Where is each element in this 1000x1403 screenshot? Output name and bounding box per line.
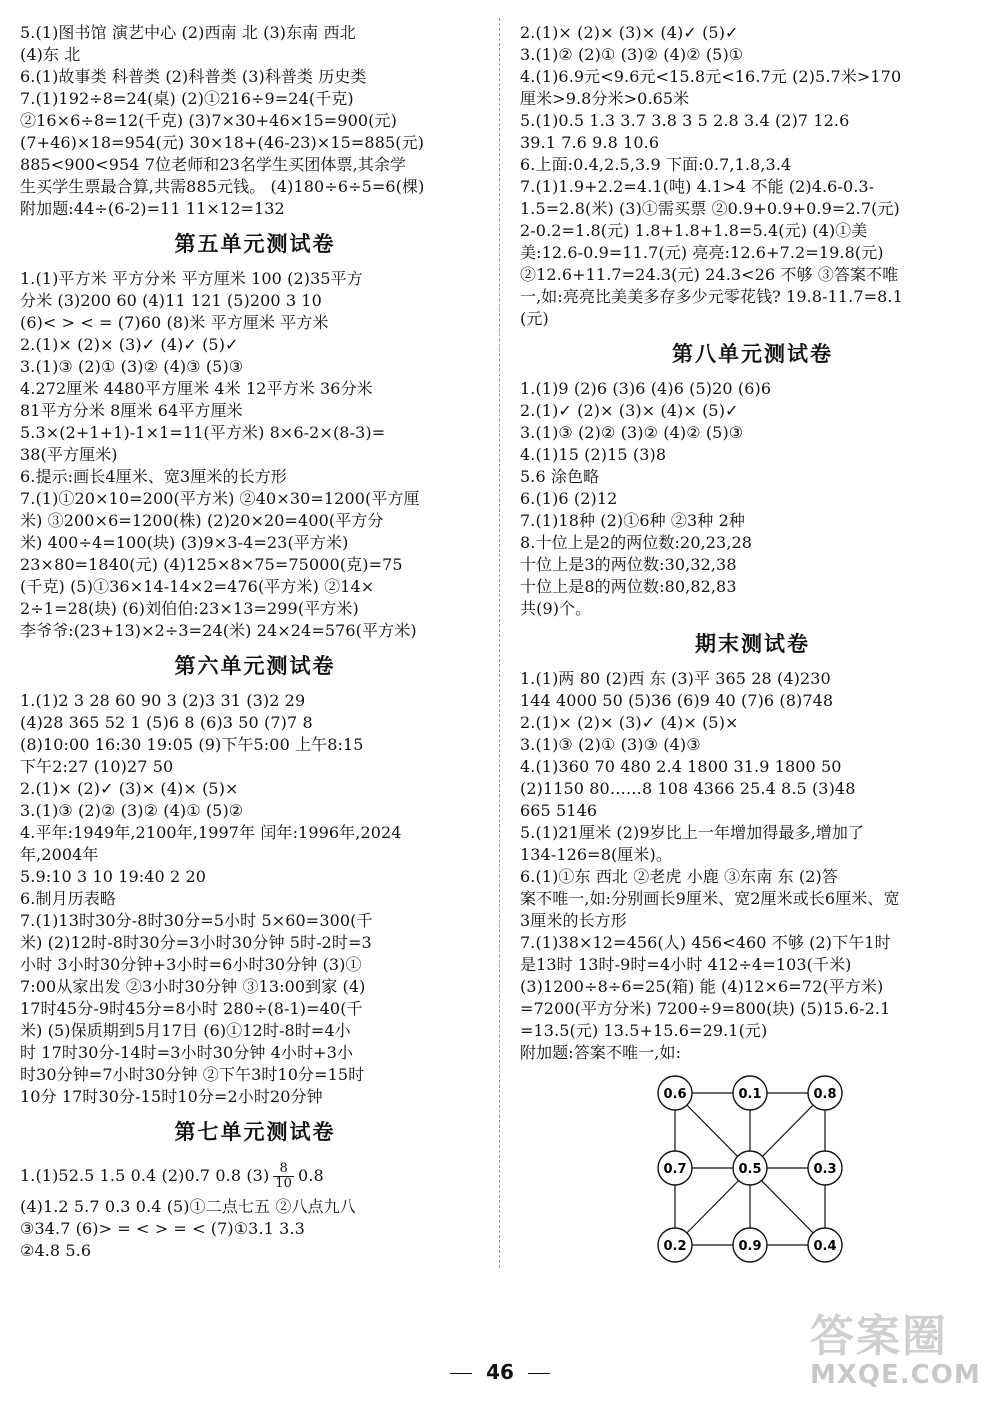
answer-line: 7.(1)1.9+2.2=4.1(吨) 4.1>4 不能 (2)4.6-0.3- <box>520 177 875 196</box>
puzzle-node-value: 0.9 <box>738 1239 762 1254</box>
puzzle-node-value: 0.4 <box>813 1239 837 1254</box>
answer-line: 案不唯一,如:分别画长9厘米、宽2厘米或长6厘米、宽 <box>520 889 900 908</box>
answer-line: (6)< > < = (7)60 (8)米 平方厘米 平方米 <box>20 313 329 332</box>
answer-line: 生买学生票最合算,共需885元钱。 (4)180÷6÷5=6(棵) <box>20 177 425 196</box>
answer-line: 6.制月历表略 <box>20 889 116 908</box>
answer-line: 17时45分-9时45分=8小时 280÷(8-1)=40(千 <box>20 999 363 1018</box>
answer-line: (8)10:00 16:30 19:05 (9)下午5:00 上午8:15 <box>20 735 364 754</box>
answer-line: (元) <box>520 309 549 328</box>
answer-line: 8.十位上是2的两位数:20,23,28 <box>520 533 753 552</box>
section-heading: 第八单元测试卷 <box>672 342 833 366</box>
answer-line: 885<900<954 7位老师和23名学生买团体票,其余学 <box>20 155 407 174</box>
puzzle-node-value: 0.5 <box>738 1162 762 1177</box>
answer-column-right <box>520 22 985 1064</box>
watermark-logo <box>810 1300 990 1395</box>
answer-line: 7.(1)13时30分-8时30分=5小时 5×60=300(千 <box>20 911 373 930</box>
page-number: 46 <box>486 1360 514 1384</box>
answer-line: 6.(1)6 (2)12 <box>520 489 618 508</box>
answer-line: =7200(平方分米) 7200÷9=800(块) (5)15.6-2.1 <box>520 999 891 1018</box>
answer-line: 2.(1)× (2)× (3)× (4)✓ (5)✓ <box>520 23 739 42</box>
answer-line: 4.(1)6.9元<9.6元<15.8元<16.7元 (2)5.7米>170 <box>520 67 902 86</box>
answer-line: 81平方分米 8厘米 64平方厘米 <box>20 401 243 420</box>
answer-line: (千克) (5)①36×14-14×2=476(平方米) ②14× <box>20 577 375 596</box>
answer-line: 6.上面:0.4,2.5,3.9 下面:0.7,1.8,3.4 <box>520 155 792 174</box>
fraction-numerator: 8 <box>273 1162 294 1177</box>
answer-line: (4)1.2 5.7 0.3 0.4 (5)①二点七五 ②八点九八 <box>20 1197 356 1216</box>
answer-line: ②4.8 5.6 <box>20 1241 92 1260</box>
answer-line: 1.(1)9 (2)6 (3)6 (4)6 (5)20 (6)6 <box>520 379 772 398</box>
answer-line: 1.5=2.8(米) (3)①需买票 ②0.9+0.9+0.9=2.7(元) <box>520 199 900 218</box>
answer-line: 3.(1)③ (2)② (3)② (4)② (5)③ <box>520 423 744 442</box>
answer-line: 1.(1)2 3 28 60 90 3 (2)3 31 (3)2 29 <box>20 691 306 710</box>
puzzle-node-value: 0.6 <box>663 1087 687 1102</box>
answer-line: 7.(1)38×12=456(人) 456<460 不够 (2)下午1时 <box>520 933 891 952</box>
answer-line: 5.(1)图书馆 演艺中心 (2)西南 北 (3)东南 西北 <box>20 23 356 42</box>
puzzle-node-value: 0.3 <box>813 1162 837 1177</box>
puzzle-node-value: 0.2 <box>663 1239 687 1254</box>
answer-line: (4)东 北 <box>20 45 81 64</box>
answer-line: 3.(1)③ (2)② (3)② (4)① (5)② <box>20 801 244 820</box>
answer-line: 7.(1)①20×10=200(平方米) ②40×30=1200(平方厘 <box>20 489 420 508</box>
answer-line: 3.(1)③ (2)① (3)② (4)③ (5)③ <box>20 357 244 376</box>
answer-line: 4.平年:1949年,2100年,1997年 闰年:1996年,2024 <box>20 823 402 842</box>
answer-line: 1.(1)两 80 (2)西 东 (3)平 365 28 (4)230 <box>520 669 831 688</box>
answer-line: 米) ③200×6=1200(株) (2)20×20=400(平方分 <box>20 511 384 530</box>
answer-line: 134-126=8(厘米)。 <box>520 845 672 864</box>
answer-line: ③34.7 (6)> = < > = < (7)①3.1 3.3 <box>20 1219 305 1238</box>
column-divider <box>499 18 500 1268</box>
answer-line: 2.(1)× (2)× (3)✓ (4)× (5)× <box>520 713 739 732</box>
answer-line: 米) 400÷4=100(块) (3)9×3-4=23(平方米) <box>20 533 349 552</box>
answer-line: (4)28 365 52 1 (5)6 8 (6)3 50 (7)7 8 <box>20 713 313 732</box>
answer-line: 2÷1=28(块) (6)刘伯伯:23×13=299(平方米) <box>20 599 359 618</box>
answer-line: 7:00从家出发 ②3小时30分钟 ③13:00到家 (4) <box>20 977 366 996</box>
answer-line: 3厘米的长方形 <box>520 911 627 930</box>
answer-line: 下午2:27 (10)27 50 <box>20 757 174 776</box>
answer-line: 4.(1)15 (2)15 (3)8 <box>520 445 667 464</box>
answer-line: 5.9:10 3 10 19:40 2 20 <box>20 867 207 886</box>
answer-line: 6.(1)①东 西北 ②老虎 小鹿 ③东南 东 (2)答 <box>520 867 838 886</box>
answer-line: 十位上是3的两位数:30,32,38 <box>520 555 737 574</box>
answer-line: =13.5(元) 13.5+15.6=29.1(元) <box>520 1021 768 1040</box>
fraction-denominator: 10 <box>275 1176 293 1191</box>
answer-line: 是13时 13时-9时=4小时 412÷4=103(千米) <box>520 955 852 974</box>
answer-line: (3)1200÷8÷6=25(箱) 能 (4)12×6=72(平方米) <box>520 977 884 996</box>
answer-line: 小时 3小时30分钟+3小时=6小时30分钟 (3)① <box>20 955 362 974</box>
answer-line: 6.提示:画长4厘米、宽3厘米的长方形 <box>20 467 287 486</box>
answer-line: 10分 17时30分-15时10分=2小时20分钟 <box>20 1087 323 1106</box>
fraction <box>273 1162 294 1191</box>
answer-text: 0.8 <box>298 1166 324 1185</box>
section-heading: 第七单元测试卷 <box>174 1120 336 1144</box>
puzzle-node-value: 0.7 <box>663 1162 687 1177</box>
answer-line: 7.(1)18种 (2)①6种 ②3种 2种 <box>520 511 745 530</box>
answer-line: 3.(1)③ (2)① (3)③ (4)③ <box>520 735 701 754</box>
number-grid-puzzle <box>650 1070 850 1270</box>
answer-text: 1.(1)52.5 1.5 0.4 (2)0.7 0.8 (3) <box>20 1166 270 1185</box>
answer-line: 39.1 7.6 9.8 10.6 <box>520 133 660 152</box>
answer-line: 2.(1)× (2)× (3)✓ (4)✓ (5)✓ <box>20 335 239 354</box>
answer-line: 4.272厘米 4480平方厘米 4米 12平方米 36分米 <box>20 379 373 398</box>
answer-line: 2.(1)× (2)✓ (3)× (4)× (5)× <box>20 779 239 798</box>
answer-line: 3.(1)② (2)① (3)② (4)② (5)① <box>520 45 744 64</box>
answer-line: 米) (2)12时-8时30分=3小时30分钟 5时-2时=3 <box>20 933 372 952</box>
answer-column-left <box>20 22 490 1262</box>
answer-line: 144 4000 50 (5)36 (6)9 40 (7)6 (8)748 <box>520 691 834 710</box>
answer-line: 38(平方厘米) <box>20 445 118 464</box>
answer-line: 十位上是8的两位数:80,82,83 <box>520 577 737 596</box>
answer-line: 5.(1)0.5 1.3 3.7 3.8 3 5 2.8 3.4 (2)7 12.6 <box>520 111 850 130</box>
answer-line: 4.(1)360 70 480 2.4 1800 31.9 1800 50 <box>520 757 842 776</box>
section-heading: 第五单元测试卷 <box>174 232 336 256</box>
puzzle-node-value: 0.1 <box>738 1087 762 1102</box>
answer-line: 共(9)个。 <box>520 599 592 618</box>
watermark-title: 答案圈 <box>810 1311 948 1362</box>
answer-line: 6.(1)故事类 科普类 (2)科普类 (3)科普类 历史类 <box>20 67 367 86</box>
answer-line: 米) (5)保质期到5月17日 (6)①12时-8时=4小 <box>20 1021 351 1040</box>
answer-line: 李爷爷:(23+13)×2÷3=24(米) 24×24=576(平方米) <box>20 621 417 640</box>
answer-line: 5.3×(2+1+1)-1×1=11(平方米) 8×6-2×(8-3)= <box>20 423 386 442</box>
answer-line: 1.(1)平方米 平方分米 平方厘米 100 (2)35平方 <box>20 269 363 288</box>
answer-line <box>20 1156 490 1196</box>
answer-line: 美:12.6-0.9=11.7(元) 亮亮:12.6+7.2=19.8(元) <box>520 243 884 262</box>
section-heading: 第六单元测试卷 <box>174 654 336 678</box>
answer-line: 时30分钟=7小时30分钟 ②下午3时10分=15时 <box>20 1065 365 1084</box>
answer-line: 5.6 涂色略 <box>520 467 600 486</box>
answer-line: 一,如:亮亮比美美多存多少元零花钱? 19.8-11.7=8.1 <box>520 287 903 306</box>
answer-line: 23×80=1840(元) (4)125×8×75=75000(克)=75 <box>20 555 403 574</box>
answer-line: (2)1150 80……8 108 4366 25.4 8.5 (3)48 <box>520 779 856 798</box>
answer-line: 附加题:答案不唯一,如: <box>520 1043 682 1062</box>
answer-line: 厘米>9.8分米>0.65米 <box>520 89 690 108</box>
watermark-url: MXQE.COM <box>810 1360 981 1390</box>
answer-line: 年,2004年 <box>20 845 99 864</box>
answer-line: 5.(1)21厘米 (2)9岁比上一年增加得最多,增加了 <box>520 823 865 842</box>
answer-line: 665 5146 <box>520 801 598 820</box>
answer-line: 2.(1)✓ (2)× (3)× (4)× (5)✓ <box>520 401 739 420</box>
answer-line: 2-0.2=1.8(元) 1.8+1.8+1.8=5.4(元) (4)①美 <box>520 221 868 240</box>
section-heading: 期末测试卷 <box>695 632 810 656</box>
answer-line: (7+46)×18=954(元) 30×18+(46-23)×15=885(元) <box>20 133 425 152</box>
puzzle-node-value: 0.8 <box>813 1087 837 1102</box>
answer-line: 分米 (3)200 60 (4)11 121 (5)200 3 10 <box>20 291 322 310</box>
answer-line: 附加题:44÷(6-2)=11 11×12=132 <box>20 199 285 218</box>
answer-line: ②16×6÷8=12(千克) (3)7×30+46×15=900(元) <box>20 111 397 130</box>
answer-line: 7.(1)192÷8=24(桌) (2)①216÷9=24(千克) <box>20 89 354 108</box>
answer-line: 时 17时30分-14时=3小时30分钟 4小时+3小 <box>20 1043 354 1062</box>
answer-line: ②12.6+11.7=24.3(元) 24.3<26 不够 ③答案不唯 <box>520 265 899 284</box>
